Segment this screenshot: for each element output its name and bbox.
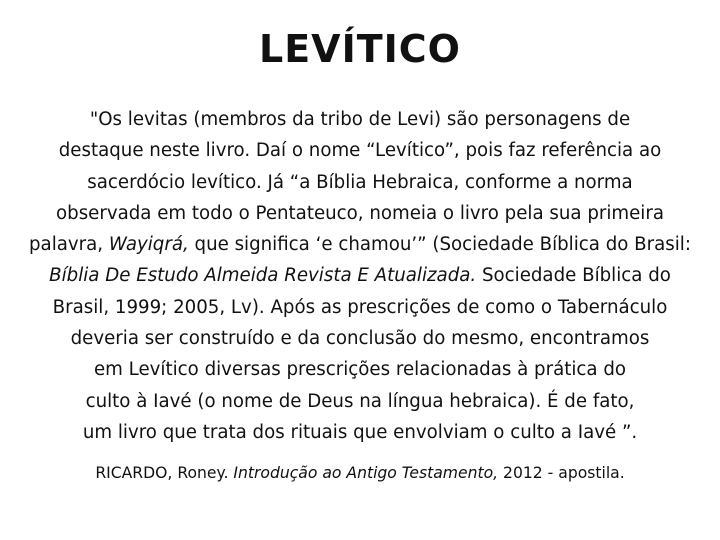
bible-title: Bíblia De Estudo Almeida Revista E Atualizada. (49, 265, 477, 287)
quote-line: deveria ser construído e da conclusão do mesmo, encontramos (70, 328, 650, 350)
page-title: LEVÍTICO (259, 27, 461, 71)
hebrew-word: Wayiqrá, (108, 234, 189, 256)
quote-line: Brasil, 1999; 2005, Lv). Após as prescrições de como o Tabernáculo (52, 296, 668, 318)
quote-line: um livro que trata dos rituais que envolviam o culto a Iavé ”. (82, 421, 638, 443)
quote-line: "Os levitas (membros da tribo de Levi) são personagens de (89, 109, 631, 130)
quote-line: observada em todo o Pentateuco, nomeia o livro pela sua primeira (56, 202, 664, 224)
quote-line: destaque neste livro. Daí o nome “Levítico”, pois faz referência ao (58, 140, 662, 162)
quote-text: que significa ‘e chamou’” (Sociedade Bíblica do Brasil: (188, 234, 691, 256)
quote-text: palavra, (29, 234, 109, 256)
quote-line (2, 260, 718, 291)
quote-line: sacerdócio levítico. Já “a Bíblia Hebraica, conforme a norma (87, 171, 633, 193)
quote-text: Sociedade Bíblica do (476, 265, 671, 287)
quote-line: culto à Iavé (o nome de Deus na língua hebraica). É de fato, (85, 390, 635, 412)
citation (0, 460, 720, 486)
quote-line (2, 229, 718, 260)
citation-author: RICARDO, Roney. (95, 464, 234, 482)
citation-details: 2012 - apostila. (498, 464, 625, 482)
quote-paragraph (2, 104, 718, 448)
quote-line: em Levítico diversas prescrições relacionadas à prática do (93, 359, 627, 381)
citation-work: Introdução ao Antigo Testamento, (233, 464, 499, 482)
